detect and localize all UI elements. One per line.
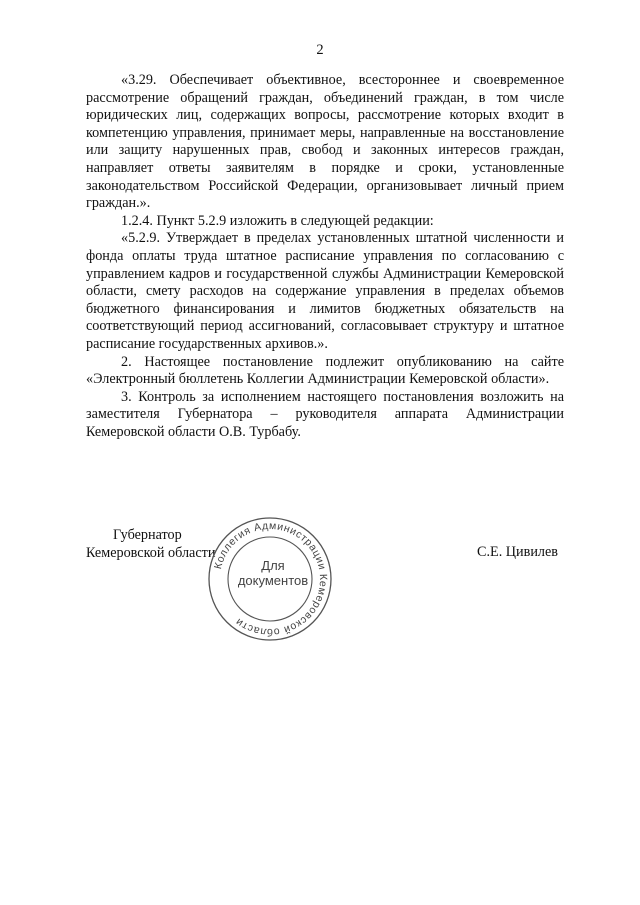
- signatory-title-line2: Кемеровской области: [86, 545, 216, 561]
- paragraph-3-control: 3. Контроль за исполнением настоящего постановления возложить на заместителя Губернатора – руководителя аппарата Администрации Кемеровской области О.В. Турбабу.: [86, 388, 564, 440]
- paragraph-3-29: «3.29. Обеспечивает объективное, всестороннее и своевременное рассмотрение обращений граждан, объединений граждан, в том числе юридических лиц, содержащих вопросы, рассмотрение которых входит в компетенцию управления, принимает меры, направленные на восстановление или защиту нарушенных прав, свобод и законных интересов граждан, направляет ответы заявителям в порядке и сроки, установленные законодательством Российской Федерации, организовывает личный прием граждан.».: [86, 72, 564, 212]
- signatory-title: [86, 526, 215, 562]
- page-number: 2: [316, 42, 324, 58]
- paragraph-1-2-4: 1.2.4. Пункт 5.2.9 изложить в следующей редакции:: [121, 212, 434, 229]
- document-body: [86, 72, 564, 441]
- signatory-title-line1: Губернатор: [113, 527, 182, 543]
- stamp-ring-text: Коллегия Администрации Кемеровской области: [212, 519, 330, 639]
- paragraph-2-publication: 2. Настоящее постановление подлежит опубликованию на сайте «Электронный бюллетень Коллегии Администрации Кемеровской области».: [86, 353, 564, 388]
- paragraph-5-2-9: «5.2.9. Утверждает в пределах установленных штатной численности и фонда оплаты труда штатное расписание управления по согласованию с управлением кадров и государственной службы Администрации Кемеровской области, смету расходов на содержание управления в пределах объемов бюджетного финансирования и лимитов бюджетных обязательств на соответствующий период ассигнований, согласовывает структуру и штатное расписание государственных архивов.».: [86, 230, 564, 352]
- signatory-name: С.Е. Цивилев: [477, 544, 558, 560]
- stamp-inner-line1: Для: [261, 558, 285, 573]
- stamp-inner-text: [237, 558, 309, 588]
- stamp-inner-line2: документов: [237, 573, 309, 588]
